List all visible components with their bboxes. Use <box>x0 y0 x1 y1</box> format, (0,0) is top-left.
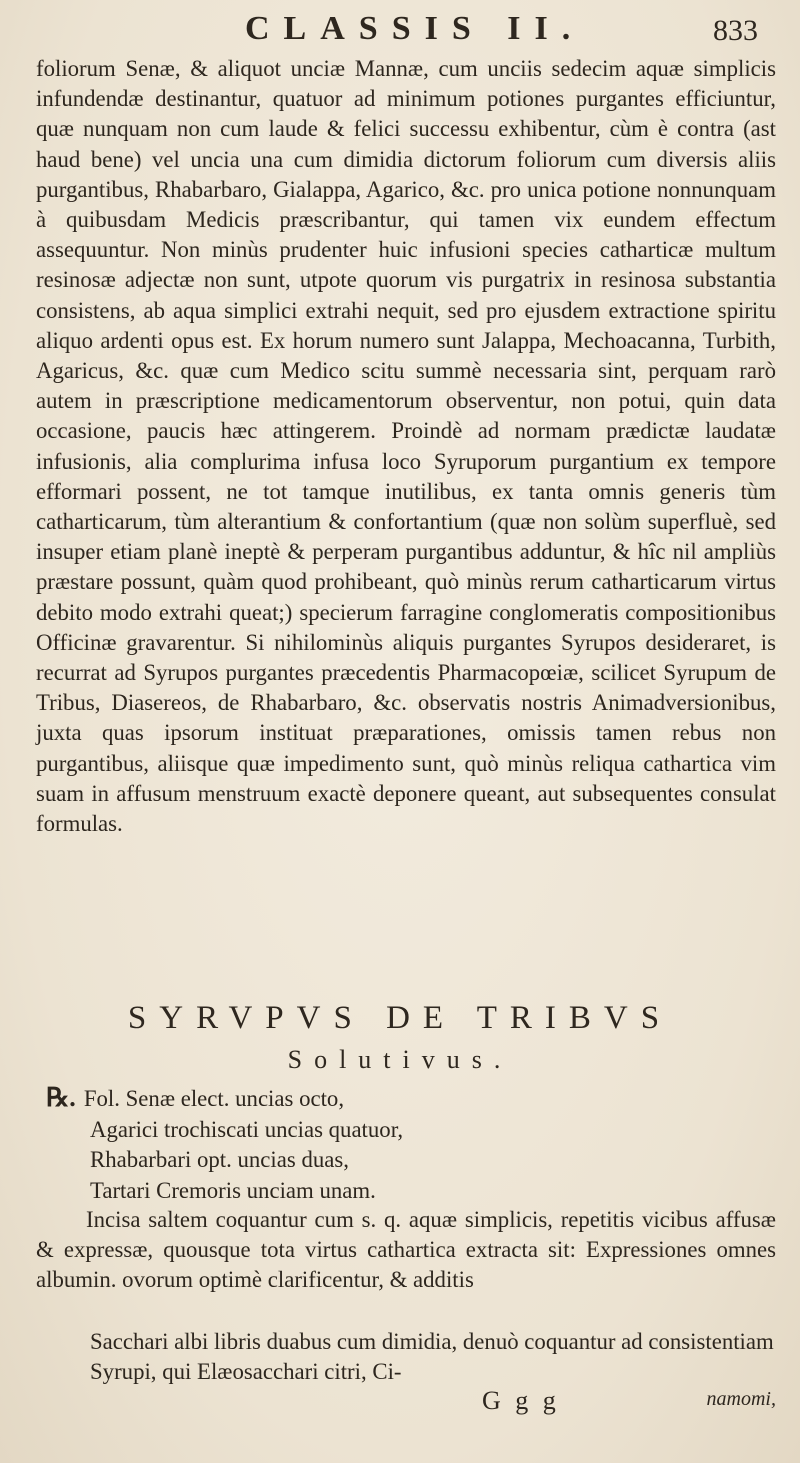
preparation-instructions: Incisa saltem coquantur cum s. q. aquæ simplicis, repetitis vicibus affusæ & expressæ, quousque tota virtus cathartica extracta sit: Expressiones omnes albumin. ovorum optimè clarificentur, & additis <box>36 1207 776 1293</box>
section-title: SYRVPVS DE TRIBVS <box>127 1000 673 1036</box>
catchword: namomi, <box>706 1388 776 1410</box>
rx-symbol: ℞. <box>46 1083 76 1112</box>
recipe-line-4 <box>46 1176 746 1207</box>
recipe-line-2 <box>46 1115 746 1146</box>
recipe-line-3 <box>46 1145 746 1176</box>
ingredient: Fol. Senæ elect. uncias octo, <box>83 1086 345 1111</box>
recipe-block <box>46 1083 746 1206</box>
recipe-line-1 <box>46 1083 746 1115</box>
ingredient: Rhabarbari opt. uncias duas, <box>90 1147 349 1172</box>
page-footer <box>36 1386 776 1426</box>
ingredient: Agarici trochiscati uncias quatuor, <box>90 1116 404 1142</box>
main-paragraph: foliorum Senæ, & aliquot unciæ Mannæ, cum unciis sedecim aquæ simplicis infundendæ destinantur, quatuor ad minimum potiones purgantes efficiuntur, quæ nunquam non cum laude & felici successu exhibentur, cùm è contra (ast haud bene) vel uncia una cum dimidia dictorum foliorum cum diversis aliis purgantibus, Rhabarbaro, Gialappa, Agarico, &c. pro unica potione nonnunquam à quibusdam Medicis præscribantur, qui tamen vix eundem effectum assequuntur. Non minùs prudenter huic infusioni species catharticæ multum resinosæ adjectæ non sunt, utpote quorum vis purgatrix in resinosa substantia consistens, ab aqua simplici extrahi nequit, sed pro ejusdem extractione spiritu aliquo ardenti opus est. Ex horum numero sunt Jalappa, Mechoacanna, Turbith, Agaricus, &c. quæ cum Medico scitu summè necessaria sint, perquam rarò autem in præscriptione medicamentorum observentur, non potui, quin data occasione, paucis hæc attingerem. Proindè ad normam prædictæ laudatæ infusionis, alia complurima infusa loco Syruporum purgantium ex tempore efformari possent, ne tot tamque inutilibus, ex tanta omnis generis tùm catharticarum, tùm alterantium & confortantium (quæ non solùm superfluè, sed insuper etiam planè ineptè & perperam purgantibus adduntur, & hîc nil ampliùs præstare possunt, quàm quod prohibeant, quò minùs rerum catharticarum virtus debito modo extrahi queat;) specierum farragine conglomeratis compositionibus Officinæ gravarentur. Si nihilominùs aliquis purgantes Syrupos desideraret, is recurrat ad Syrupos purgantes præcedentis Pharmacopœiæ, scilicet Syrupum de Tribus, Diasereos, de Rhabarbaro, &c. observatis nostris Animadversionibus, juxta quas ipsorum instituat præparationes, omissis tamen rebus non purgantibus, aliisque quæ impedimento sunt, quò minùs reliqua cathartica vim suam in affusum menstruum exactè deponere queant, aut subsequentes consulat formulas. <box>36 56 776 837</box>
signature-mark: G g g <box>482 1386 560 1415</box>
ingredient: Tartari Cremoris unciam unam. <box>90 1177 376 1203</box>
running-head: CLASSIS II. <box>245 10 585 47</box>
page-number: 833 <box>713 14 758 47</box>
section-subtitle: Solutivus. <box>287 1045 513 1074</box>
sugar-instruction: Sacchari albi libris duabus cum dimidia, denuò coquantur ad consistentiam Syrupi, qui Elæosacchari citri, Ci- <box>90 1329 774 1385</box>
